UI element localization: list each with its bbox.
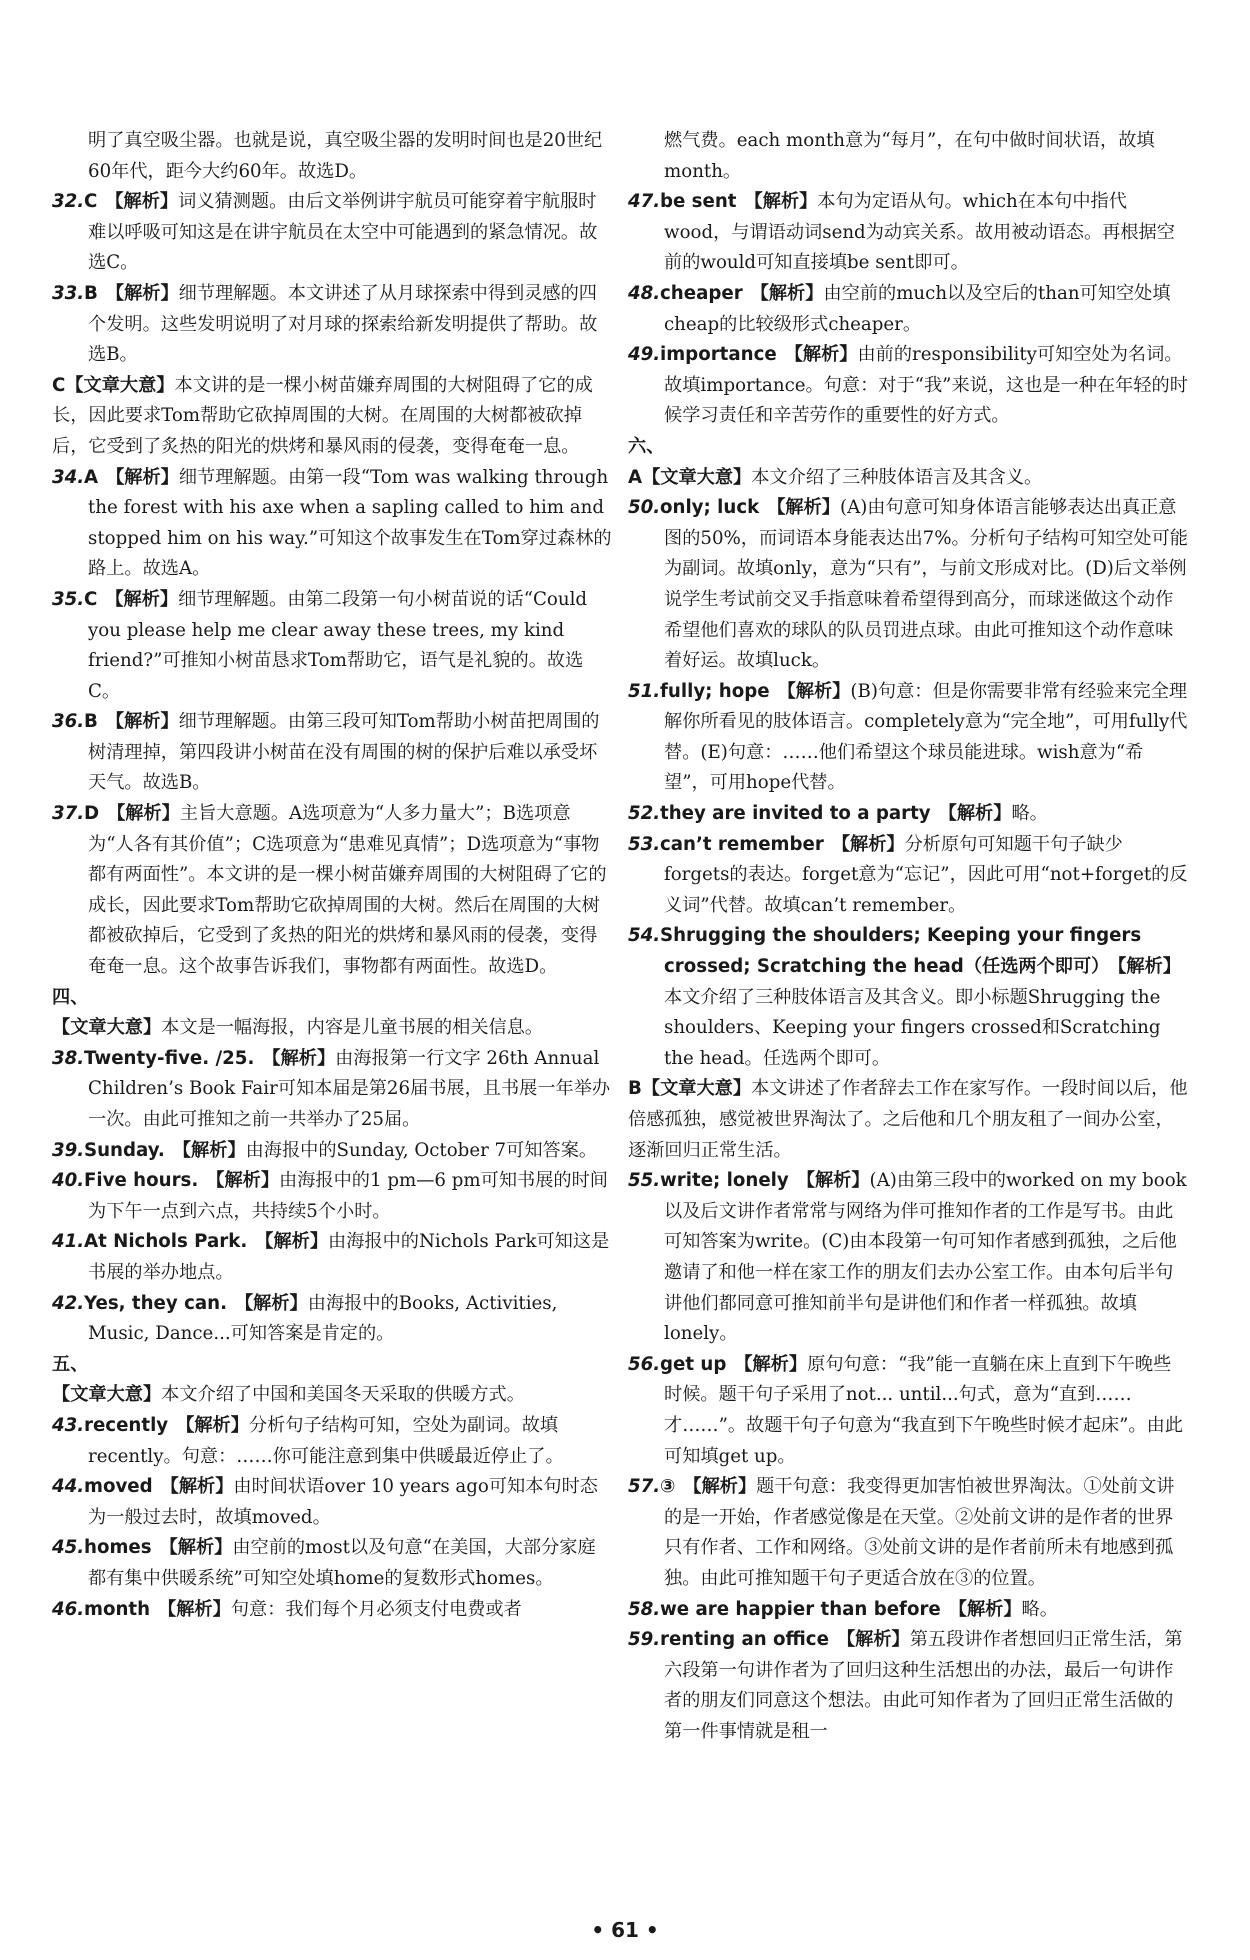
answer-33: 33.B 【解析】细节理解题。本文讲述了从月球探索中得到灵感的四个发明。这些发明说明了对月球的探索给新发明提供了帮助。故选B。	[52, 282, 598, 366]
answer-52: 52.they are invited to a party 【解析】略。	[628, 803, 1048, 825]
answer-42: 42.Yes, they can. 【解析】由海报中的Books, Activities, Music, Dance...可知答案是肯定的。	[52, 1292, 558, 1345]
answer-35: 35.C 【解析】细节理解题。由第二段第一句小树苗说的话“Could you please help me clear away these trees, my kind friend?”可推知小树苗恳求Tom帮助它，语气是礼貌的。故选C。	[52, 588, 588, 702]
answer-50: 50.only; luck 【解析】(A)由句意可知身体语言能够表达出真正意图的50%，而词语本身能表达出7%。分析句子结构可知空处可能为副词。故填only，意为“只有”，与前文形成对比。(D)后文举例说学生考试前交叉手指意味着希望得到高分，而球迷做这个动作希望他们喜欢的球队的队员罚进点球。由此可推知这个动作意味着好运。故填luck。	[628, 497, 1188, 672]
right-column	[628, 126, 1188, 1747]
answer-37: 37.D 【解析】主旨大意题。A选项意为“人多力量大”；B选项意为“人各有其价值”；C选项意为“患难见真情”；D选项意为“事物都有两面性”。本文讲的是一棵小树苗嫌弃周围的大树阻碍了它的成长，因此要求Tom帮助它砍掉周围的大树。然后在周围的大树都被砍掉后，它受到了炙热的阳光的烘烤和暴风雨的侵袭，变得奄奄一息。这个故事告诉我们，事物都有两面性。故选D。	[52, 803, 607, 978]
passage-summary-5: 【文章大意】本文介绍了中国和美国冬天采取的供暖方式。	[52, 1384, 525, 1406]
passage-summary-c: C【文章大意】本文讲的是一棵小树苗嫌弃周围的大树阻碍了它的成长，因此要求Tom帮助它砍掉周围的大树。在周围的大树都被砍掉后，它受到了炙热的阳光的烘烤和暴风雨的侵袭，变得奄奄一息。	[52, 374, 593, 457]
answer-44: 44.moved 【解析】由时间状语over 10 years ago可知本句时态为一般过去时，故填moved。	[52, 1476, 598, 1528]
passage-summary-b: B【文章大意】本文讲述了作者辞去工作在家写作。一段时间以后，他倍感孤独，感觉被世界淘汰了。之后他和几个朋友租了一间办公室，逐渐回归正常生活。	[628, 1078, 1188, 1161]
answer-45: 45.homes 【解析】由空前的most以及句意“在美国，大部分家庭都有集中供暖系统”可知空处填home的复数形式homes。	[52, 1537, 596, 1589]
answer-47: 47.be sent 【解析】本句为定语从句。which在本句中指代wood，与谓语动词send为动宾关系。故用被动语态。再根据空前的would可知直接填be sent即可。	[628, 191, 1175, 274]
left-column	[52, 126, 612, 1625]
answer-58: 58.we are happier than before 【解析】略。	[628, 1598, 1058, 1620]
answer-51: 51.fully; hope 【解析】(B)句意：但是你需要非常有经验来完全理解你所看见的肢体语言。completely意为“完全地”，可用fully代替。(E)句意：……他们希望这个球员能进球。wish意为“希望”，可用hope代替。	[628, 680, 1188, 794]
answer-32: 32.C 【解析】词义猜测题。由后文举例讲宇航员可能穿着宇航服时难以呼吸可知这是在讲宇航员在太空中可能遇到的紧急情况。故选C。	[52, 191, 598, 274]
answer-56: 56.get up 【解析】原句句意：“我”能一直躺在床上直到下午晚些时候。题干句子采用了not... until...句式，意为“直到……才……”。故题干句子句意为“我直到下午晚些时候才起床”。由此可知填get up。	[628, 1353, 1183, 1467]
passage-summary-a: A【文章大意】本文介绍了三种肢体语言及其含义。	[628, 466, 1043, 488]
left-continued-text: 明了真空吸尘器。也就是说，真空吸尘器的发明时间也是20世纪60年代，距今大约60年。故选D。	[88, 130, 603, 182]
page-number: • 61 •	[591, 1918, 659, 1942]
answer-48: 48.cheaper 【解析】由空前的much以及空后的than可知空处填cheap的比较级形式cheaper。	[628, 282, 1171, 335]
answer-46: 46.month 【解析】句意：我们每个月必须支付电费或者	[52, 1598, 522, 1620]
answer-36: 36.B 【解析】细节理解题。由第三段可知Tom帮助小树苗把周围的树清理掉，第四段讲小树苗在没有周围的树的保护后难以承受坏天气。故选B。	[52, 711, 600, 794]
answer-59: 59.renting an office 【解析】第五段讲作者想回归正常生活，第六段第一句讲作者为了回归这种生活想出的办法，最后一句讲作者的朋友们同意这个想法。由此可知作者为了回归正常生活做的第一件事情就是租一	[628, 1629, 1183, 1742]
answer-34: 34.A 【解析】细节理解题。由第一段“Tom was walking through the forest with his axe when a sapling called to him and stopped him on his way.”可知这个故事发生在Tom穿过森林的路上。故选A。	[52, 466, 612, 580]
answer-38: 38.Twenty-five. /25. 【解析】由海报第一行文字 26th Annual Children’s Book Fair可知本届是第26届书展，且书展一年举办一次。由此可推知之前一共举办了25届。	[52, 1047, 611, 1130]
answer-43: 43.recently 【解析】分析句子结构可知，空处为副词。故填recently。句意：……你可能注意到集中供暖最近停止了。	[52, 1414, 564, 1467]
section-heading-5: 五、	[52, 1353, 89, 1375]
right-continued-text: 燃气费。each month意为“每月”，在句中做时间状语，故填month。	[664, 130, 1155, 182]
answer-41: 41.At Nichols Park. 【解析】由海报中的Nichols Park可知这是书展的举办地点。	[52, 1231, 610, 1283]
answer-53: 53.can’t remember 【解析】分析原句可知题干句子缺少forgets的表达。forget意为“忘记”，因此可用“not+forget的反义词”代替。故填can’t remember。	[628, 833, 1188, 916]
answer-57: 57.③ 【解析】题干句意：我变得更加害怕被世界淘汰。①处前文讲的是一开始，作者感觉像是在天堂。②处前文讲的是作者的世界只有作者、工作和网络。③处前文讲的是作者前所未有地感到孤独。由此可推知题干句子更适合放在③的位置。	[628, 1476, 1175, 1589]
answer-55: 55.write; lonely 【解析】(A)由第三段中的worked on my book以及后文讲作者常常与网络为伴可推知作者的工作是写书。由此可知答案为write。(C)由本段第一句可知作者感到孤独，之后他邀请了和他一样在家工作的朋友们去办公室工作。由本句后半句讲他们都同意可推知前半句是讲他们和作者一样孤独。故填lonely。	[628, 1170, 1187, 1345]
answer-54: 54.Shrugging the shoulders; Keeping your fingers crossed; Scratching the head（任选两个即可） 【解析】本文介绍了三种肢体语言及其含义。即小标题Shrugging the shoulders、Keeping your fingers crossed和Scratching the head。任选两个即可。	[628, 925, 1181, 1069]
passage-summary-4: 【文章大意】本文是一幅海报，内容是儿童书展的相关信息。	[52, 1017, 544, 1039]
answer-40: 40.Five hours. 【解析】由海报中的1 pm—6 pm可知书展的时间为下午一点到六点，共持续5个小时。	[52, 1170, 608, 1222]
section-heading-4: 四、	[52, 986, 89, 1008]
answer-39: 39.Sunday. 【解析】由海报中的Sunday, October 7可知答案。	[52, 1139, 598, 1161]
answer-49: 49.importance 【解析】由前的responsibility可知空处为名词。故填importance。句意：对于“我”来说，这也是一种在年轻的时候学习责任和辛苦劳作的重要性的好方式。	[628, 344, 1188, 427]
section-heading-6: 六、	[628, 435, 665, 457]
